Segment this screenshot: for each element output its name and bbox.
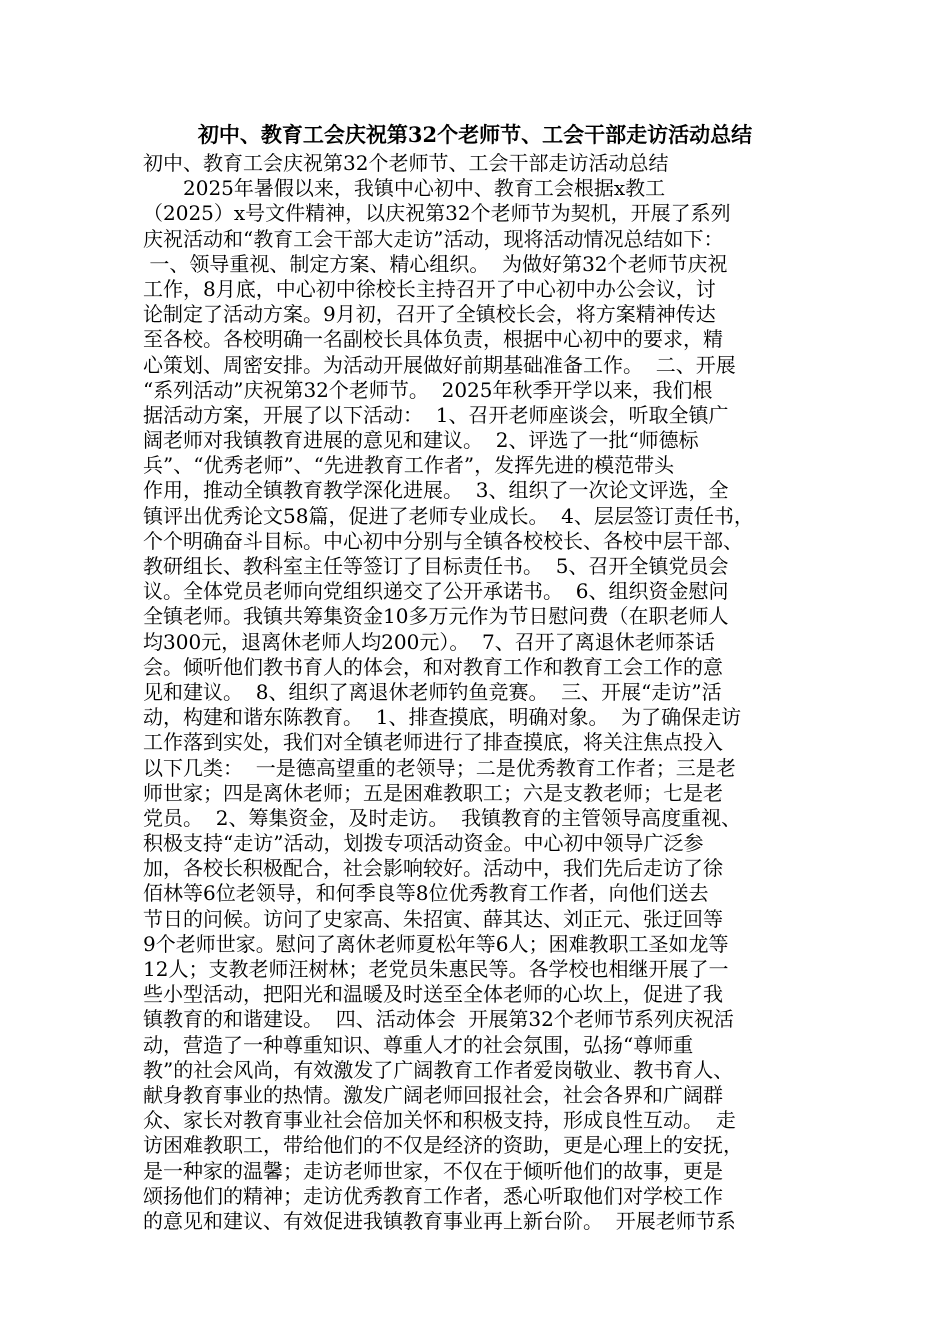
- body-line: 会。倾听他们教书育人的体会，和对教育工作和教育工会工作的意: [143, 654, 723, 679]
- body-line: 心策划、周密安排。为活动开展做好前期基础准备工作。 二、开展: [143, 352, 736, 377]
- body-line: 镇教育的和谐建设。 四、活动体会 开展第32个老师节系列庆祝活: [143, 1007, 734, 1032]
- body-line: 节日的问候。访问了史家高、朱招寅、薛其达、刘正元、张迂回等: [143, 906, 723, 931]
- body-line: 教研组长、教科室主任等签订了目标责任书。 5、召开全镇党员会: [143, 554, 729, 578]
- body-line: 9个老师世家。慰问了离休老师夏松年等6人；困难教职工圣如龙等: [143, 931, 729, 956]
- body-line: 访困难教职工，带给他们的不仅是经济的资助，更是心理上的安抚，: [143, 1133, 743, 1158]
- body-line: 的意见和建议、有效促进我镇教育事业再上新台阶。 开展老师节系: [143, 1208, 736, 1233]
- body-line: 动，营造了一种尊重知识、尊重人才的社会氛围，弘扬“尊师重: [143, 1032, 694, 1057]
- body-line: 工作，8月底，中心初中徐校长主持召开了中心初中办公会议，讨: [143, 276, 716, 301]
- body-line: 作用，推动全镇教育教学深化进展。 3、组织了一次论文评选，全: [143, 478, 729, 503]
- body-line: 论制定了活动方案。9月初，召开了全镇校长会，将方案精神传达: [143, 302, 716, 327]
- body-line: 见和建议。 8、组织了离退休老师钓鱼竞赛。 三、开展“走访”活: [143, 679, 722, 704]
- body-line: 2025年暑假以来，我镇中心初中、教育工会根据x教工: [143, 176, 666, 201]
- body-line: 师世家；四是离休老师；五是困难教职工；六是支教老师；七是老: [143, 780, 723, 805]
- body-line: 至各校。各校明确一名副校长具体负责，根据中心初中的要求，精: [143, 327, 723, 352]
- body-line: 是一种家的温馨；走访老师世家，不仅在于倾听他们的故事，更是: [143, 1158, 723, 1183]
- body-line: 教”的社会风尚，有效激发了广阔教育工作者爱岗敬业、教书育人、: [143, 1057, 734, 1082]
- body-line: “系列活动”庆祝第32个老师节。 2025年秋季开学以来，我们根: [143, 377, 713, 402]
- body-line: 全镇老师。我镇共筹集资金10多万元作为节日慰问费（在职老师人: [143, 604, 729, 629]
- body-line: 据活动方案，开展了以下活动： 1、召开老师座谈会，听取全镇广: [143, 402, 729, 427]
- body-line: 献身教育事业的热情。激发广阔老师回报社会，社会各界和广阔群: [143, 1082, 723, 1107]
- body-line: 12人；支教老师汪树林；老党员朱惠民等。各学校也相继开展了一: [143, 957, 729, 981]
- body-line: 以下几类： 一是德高望重的老领导；二是优秀教育工作者；三是老: [143, 755, 736, 780]
- body-line: 阔老师对我镇教育进展的意见和建议。 2、评选了一批“师德标: [143, 428, 699, 453]
- body-line: （2025）x号文件精神，以庆祝第32个老师节为契机，开展了系列: [143, 201, 731, 226]
- body-line: 兵”、“优秀老师”、“先进教育工作者”，发挥先进的模范带头: [143, 453, 675, 478]
- body-line: 颂扬他们的精神；走访优秀教育工作者，悉心听取他们对学校工作: [143, 1183, 723, 1208]
- body-line: 工作落到实处，我们对全镇老师进行了排查摸底，将关注焦点投入: [143, 730, 723, 755]
- body-line: 庆祝活动和“教育工会干部大走访”活动，现将活动情况总结如下：: [143, 226, 724, 251]
- body-line: 镇评出优秀论文58篇，促进了老师专业成长。 4、层层签订责任书，: [143, 503, 754, 528]
- document-title: 初中、教育工会庆祝第32个老师节、工会干部走访活动总结: [197, 122, 753, 147]
- body-line: 一、领导重视、制定方案、精心组织。 为做好第32个老师节庆祝: [143, 251, 728, 276]
- body-line: 众、家长对教育事业社会倍加关怀和积极支持，形成良性互动。 走: [143, 1108, 736, 1133]
- body-line: 初中、教育工会庆祝第32个老师节、工会干部走访活动总结: [143, 151, 669, 175]
- body-line: 党员。 2、筹集资金，及时走访。 我镇教育的主管领导高度重视、: [143, 805, 742, 830]
- body-line: 动，构建和谐东陈教育。 1、排查摸底，明确对象。 为了确保走访: [143, 705, 742, 730]
- document-body: [143, 151, 813, 1234]
- body-line: 个个明确奋斗目标。中心初中分别与全镇各校校长、各校中层干部、: [143, 528, 743, 553]
- body-line: 积极支持“走访”活动，划拨专项活动资金。中心初中领导广泛参: [143, 831, 704, 856]
- body-line: 均300元，退离休老师人均200元）。 7、召开了离退休老师茶话: [143, 629, 715, 654]
- body-line: 佰林等6位老领导，和何季良等8位优秀教育工作者，向他们送去: [143, 881, 709, 906]
- body-line: 些小型活动，把阳光和温暖及时送至全体老师的心坎上，促进了我: [143, 982, 723, 1007]
- body-line: 加，各校长积极配合，社会影响较好。活动中，我们先后走访了徐: [143, 856, 723, 881]
- body-line: 议。全体党员老师向党组织递交了公开承诺书。 6、组织资金慰问: [143, 579, 729, 604]
